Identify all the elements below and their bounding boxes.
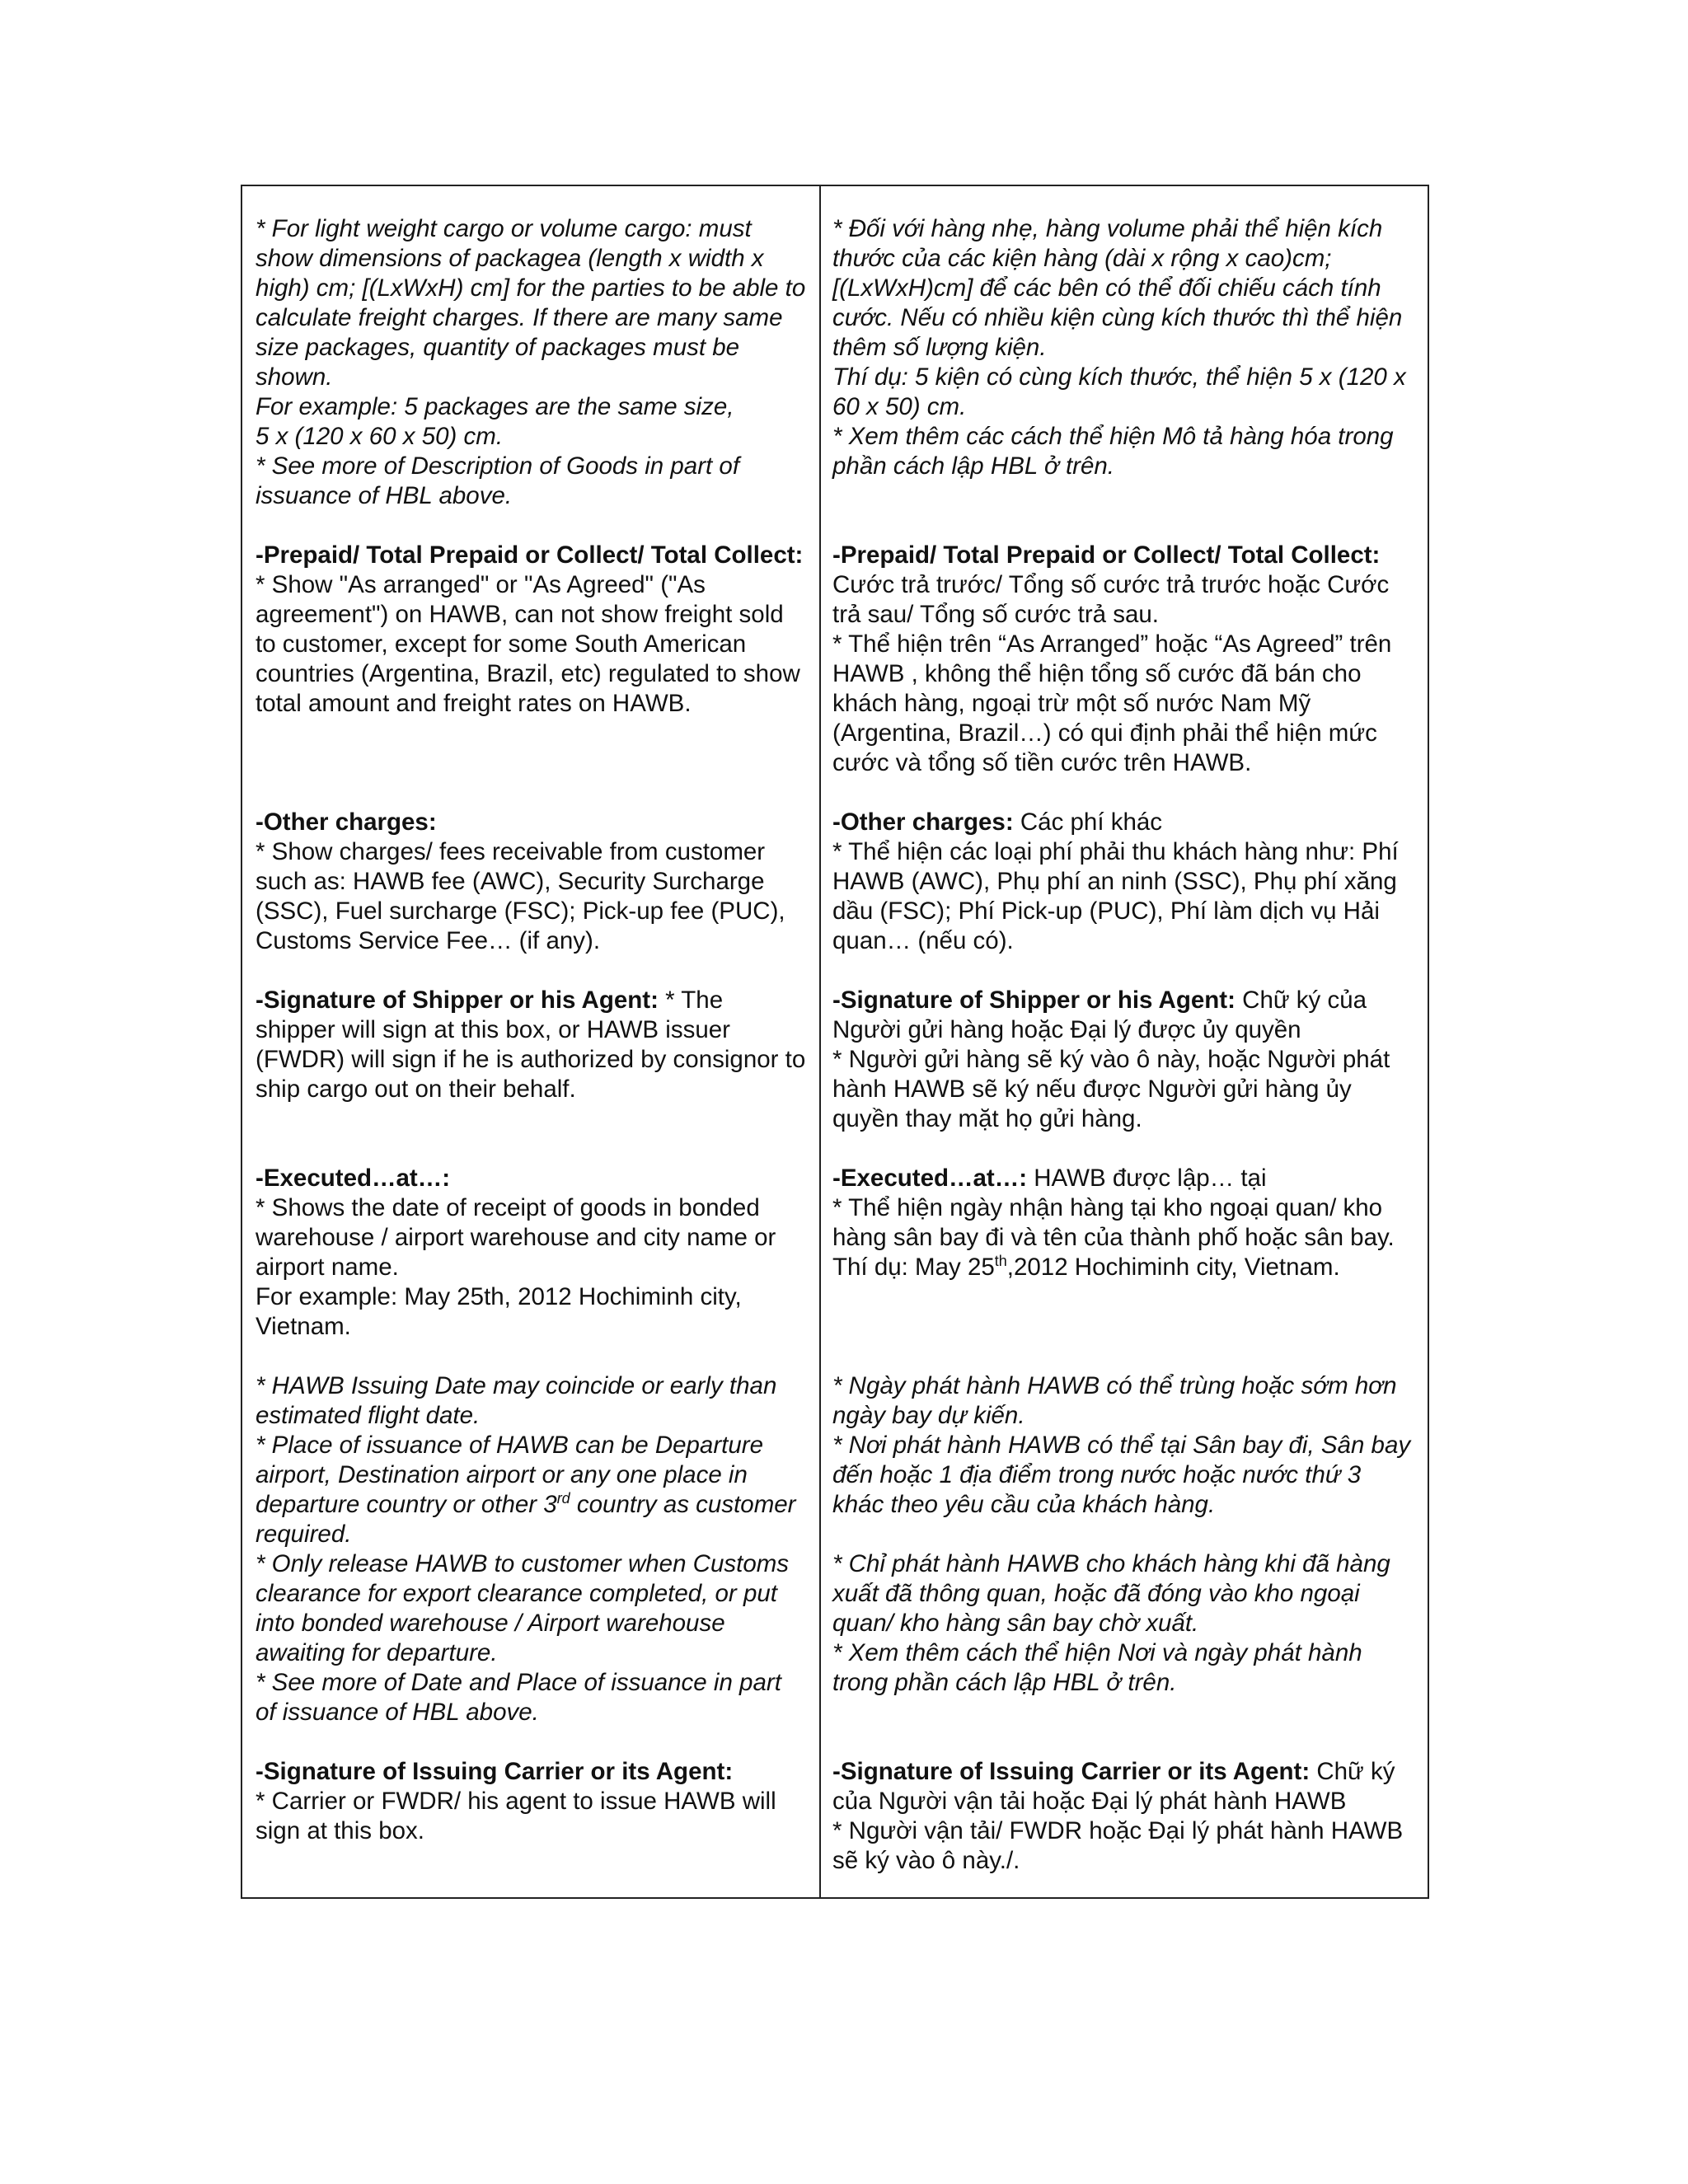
dimensions-see-more-vi: * Xem thêm các cách thể hiện Mô tả hàng hóa trong phần cách lập HBL ở trên.	[832, 423, 1394, 480]
carrier-signature-text-vi: * Người vận tải/ FWDR hoặc Đại lý phát hành HAWB sẽ ký vào ô này./.	[832, 1817, 1404, 1874]
issuing-see-more: * See more of Date and Place of issuance in part of issuance of HBL above.	[256, 1669, 781, 1726]
bilingual-table	[241, 185, 1429, 1899]
executed-example: For example: May 25th, 2012 Hochiminh city, Vietnam.	[256, 1283, 742, 1340]
dimensions-example-value: 5 x (120 x 60 x 50) cm.	[256, 423, 504, 450]
other-charges-text: * Show charges/ fees receivable from customer such as: HAWB fee (AWC), Security Surcharge (SSC), Fuel surcharge (FSC); Pick-up fee (PUC), Customs Service Fee… (if any).	[256, 838, 785, 954]
shipper-signature-heading: -Signature of Shipper or his Agent:	[256, 987, 659, 1014]
issuing-place-note-vi: * Nơi phát hành HAWB có thể tại Sân bay đi, Sân bay đến hoặc 1 địa điểm trong nước hoặc nước thứ 3 khác theo yêu cầu của khách hàng.	[832, 1432, 1411, 1518]
other-charges-heading: -Other charges:	[256, 808, 437, 836]
vietnamese-column	[821, 186, 1428, 1897]
executed-example-vi: Thí dụ: May 25th,2012 Hochiminh city, Vietnam.	[832, 1253, 1340, 1281]
other-charges-translation: Các phí khác	[1013, 808, 1163, 836]
shipper-signature-translation: Chữ ký của Người gửi hàng hoặc Đại lý được ủy quyền	[832, 987, 1367, 1043]
issuing-place-note: * Place of issuance of HAWB can be Departure airport, Destination airport or any one place in departure country or other 3rd country as customer required.	[256, 1432, 796, 1548]
issuing-date-note-vi: * Ngày phát hành HAWB có thể trùng hoặc sớm hơn ngày bay dự kiến.	[832, 1372, 1397, 1429]
dimensions-example-vi: Thí dụ: 5 kiện có cùng kích thước, thể hiện 5 x (120 x 60 x 50) cm.	[832, 363, 1406, 420]
executed-text: * Shows the date of receipt of goods in bonded warehouse / airport warehouse and city name or airport name.	[256, 1194, 776, 1281]
prepaid-text-vi: * Thể hiện trên “As Arranged” hoặc “As Agreed” trên HAWB , không thể hiện tổng số cước đã bán cho khách hàng, ngoại trừ một số nước Nam Mỹ (Argentina, Brazil…) có qui định phải thể hiện mức cước và tổng số tiền cước trên HAWB.	[832, 630, 1392, 776]
carrier-signature-section-vi	[832, 1757, 1418, 1876]
carrier-signature-translation: Chữ ký của Người vận tải hoặc Đại lý phát hành HAWB	[832, 1758, 1395, 1815]
shipper-signature-text: * The shipper will sign at this box, or HAWB issuer (FWDR) will sign if he is authorized by consignor to ship cargo out on their behalf.	[256, 987, 806, 1103]
other-charges-heading-vi: -Other charges:	[832, 808, 1014, 836]
executed-heading: -Executed…at…:	[256, 1165, 451, 1192]
issuing-date-note: * HAWB Issuing Date may coincide or early than estimated flight date.	[256, 1372, 777, 1429]
dimensions-text: * For light weight cargo or volume cargo: must show dimensions of packagea (length x width x high) cm; [(LxWxH) cm] for the parties to be able to calculate freight charges. If there are many same size packages, quantity of packages must be shown.	[256, 215, 806, 391]
release-note-vi: * Chỉ phát hành HAWB cho khách hàng khi đã hàng xuất đã thông quan, hoặc đã đóng vào kho ngoại quan/ kho hàng sân bay chờ xuất.	[832, 1550, 1390, 1637]
dimensions-note	[256, 214, 808, 511]
dimensions-text-vi: * Đối với hàng nhẹ, hàng volume phải thể hiện kích thước của các kiện hàng (dài x rộng x cao)cm; [(LxWxH)cm] để các bên có thể đối chiếu cách tính cước. Nếu có nhiều kiện cùng kích thước thì thể hiện thêm số lượng kiện.	[832, 215, 1403, 361]
executed-section	[256, 1164, 808, 1342]
executed-section-vi	[832, 1164, 1418, 1282]
dimensions-see-more: * See more of Description of Goods in part of issuance of HBL above.	[256, 452, 740, 509]
shipper-signature-text-vi: * Người gửi hàng sẽ ký vào ô này, hoặc Người phát hành HAWB sẽ ký nếu được Người gửi hàng ủy quyền thay mặt họ gửi hàng.	[832, 1046, 1390, 1132]
issuing-notes-vi	[832, 1371, 1418, 1698]
carrier-signature-heading-vi: -Signature of Issuing Carrier or its Agent:	[832, 1758, 1311, 1785]
carrier-signature-section	[256, 1757, 808, 1846]
prepaid-section	[256, 541, 808, 719]
dimensions-note-vi	[832, 214, 1418, 481]
executed-heading-vi: -Executed…at…:	[832, 1165, 1028, 1192]
prepaid-heading-vi: -Prepaid/ Total Prepaid or Collect/ Total Collect:	[832, 541, 1381, 569]
english-column	[242, 186, 821, 1897]
other-charges-section-vi	[832, 808, 1418, 956]
other-charges-section	[256, 808, 808, 956]
prepaid-heading: -Prepaid/ Total Prepaid or Collect/ Total Collect:	[256, 541, 804, 569]
prepaid-text: * Show "As arranged" or "As Agreed" ("As agreement") on HAWB, can not show freight sold to customer, except for some South American countries (Argentina, Brazil, etc) regulated to show total amount and freight rates on HAWB.	[256, 571, 800, 717]
dimensions-example: For example: 5 packages are the same size,	[256, 393, 734, 420]
issuing-see-more-vi: * Xem thêm cách thể hiện Nơi và ngày phát hành trong phần cách lập HBL ở trên.	[832, 1639, 1362, 1696]
other-charges-text-vi: * Thể hiện các loại phí phải thu khách hàng như: Phí HAWB (AWC), Phụ phí an ninh (SSC), Phụ phí xăng dầu (FSC); Phí Pick-up (PUC), Phí làm dịch vụ Hải quan… (nếu có).	[832, 838, 1399, 954]
release-note: * Only release HAWB to customer when Customs clearance for export clearance completed, or put into bonded warehouse / Airport warehouse awaiting for departure.	[256, 1550, 790, 1666]
prepaid-section-vi	[832, 541, 1418, 778]
shipper-signature-heading-vi: -Signature of Shipper or his Agent:	[832, 987, 1236, 1014]
shipper-signature-section-vi	[832, 986, 1418, 1134]
shipper-signature-section	[256, 986, 808, 1104]
executed-text-vi: * Thể hiện ngày nhận hàng tại kho ngoại quan/ kho hàng sân bay đi và tên của thành phố hoặc sân bay.	[832, 1194, 1395, 1251]
executed-translation: HAWB được lập… tại	[1027, 1165, 1267, 1192]
prepaid-translation: Cước trả trước/ Tổng số cước trả trước hoặc Cước trả sau/ Tổng số cước trả sau.	[832, 571, 1390, 628]
carrier-signature-text: * Carrier or FWDR/ his agent to issue HAWB will sign at this box.	[256, 1788, 776, 1844]
carrier-signature-heading: -Signature of Issuing Carrier or its Agent:	[256, 1758, 734, 1785]
issuing-notes	[256, 1371, 808, 1727]
